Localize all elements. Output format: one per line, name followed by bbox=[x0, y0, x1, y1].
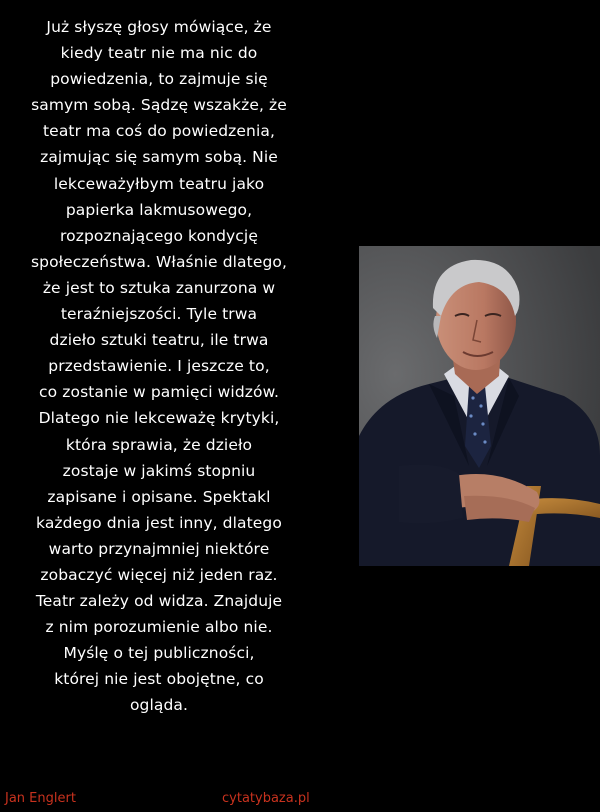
site-link[interactable]: cytatybaza.pl bbox=[222, 791, 310, 806]
quote-line: Myślę o tej publiczności, bbox=[63, 644, 255, 663]
quote-line: Teatr zależy od widza. Znajduje bbox=[35, 592, 283, 611]
quote-line: Dlatego nie lekceważę krytyki, bbox=[38, 409, 280, 428]
quote-line: papierka lakmusowego, bbox=[65, 200, 253, 219]
quote-line: samym sobą. Sądzę wszakże, że bbox=[31, 96, 287, 115]
quote-line: warto przynajmniej niektóre bbox=[48, 539, 270, 558]
quote-line: kiedy teatr nie ma nic do bbox=[60, 44, 258, 63]
author-name[interactable]: Jan Englert bbox=[5, 791, 76, 806]
quote-line: dzieło sztuki teatru, ile trwa bbox=[49, 331, 269, 350]
quote-text bbox=[0, 14, 318, 719]
quote-line: rozpoznającego kondycję bbox=[60, 226, 258, 245]
quote-line: zapisane i opisane. Spektakl bbox=[47, 487, 271, 506]
quote-line: każdego dnia jest inny, dlatego bbox=[36, 513, 282, 532]
quote-line: społeczeństwa. Właśnie dlatego, bbox=[30, 252, 288, 271]
quote-line: że jest to sztuka zanurzona w bbox=[42, 278, 276, 297]
quote-line: ogląda. bbox=[129, 696, 189, 715]
quote-line: lekceważyłbym teatru jako bbox=[53, 174, 265, 193]
quote-line: zajmując się samym sobą. Nie bbox=[40, 148, 278, 167]
quote-line: teatr ma coś do powiedzenia, bbox=[43, 122, 275, 141]
quote-line: Już słyszę głosy mówiące, że bbox=[46, 18, 272, 36]
quote-line: przedstawienie. I jeszcze to, bbox=[48, 357, 270, 376]
quote-line: teraźniejszości. Tyle trwa bbox=[60, 305, 258, 324]
quote-line: zobaczyć więcej niż jeden raz. bbox=[40, 565, 278, 584]
quote-line: powiedzenia, to zajmuje się bbox=[50, 70, 268, 89]
quote-line: która sprawia, że dzieło bbox=[65, 435, 253, 454]
author-photo bbox=[359, 246, 600, 566]
quote-line: z nim porozumienie albo nie. bbox=[45, 618, 273, 637]
quote-line: zostaje w jakimś stopniu bbox=[62, 461, 256, 480]
quote-line: co zostanie w pamięci widzów. bbox=[39, 383, 279, 402]
quote-line: której nie jest obojętne, co bbox=[54, 670, 264, 689]
